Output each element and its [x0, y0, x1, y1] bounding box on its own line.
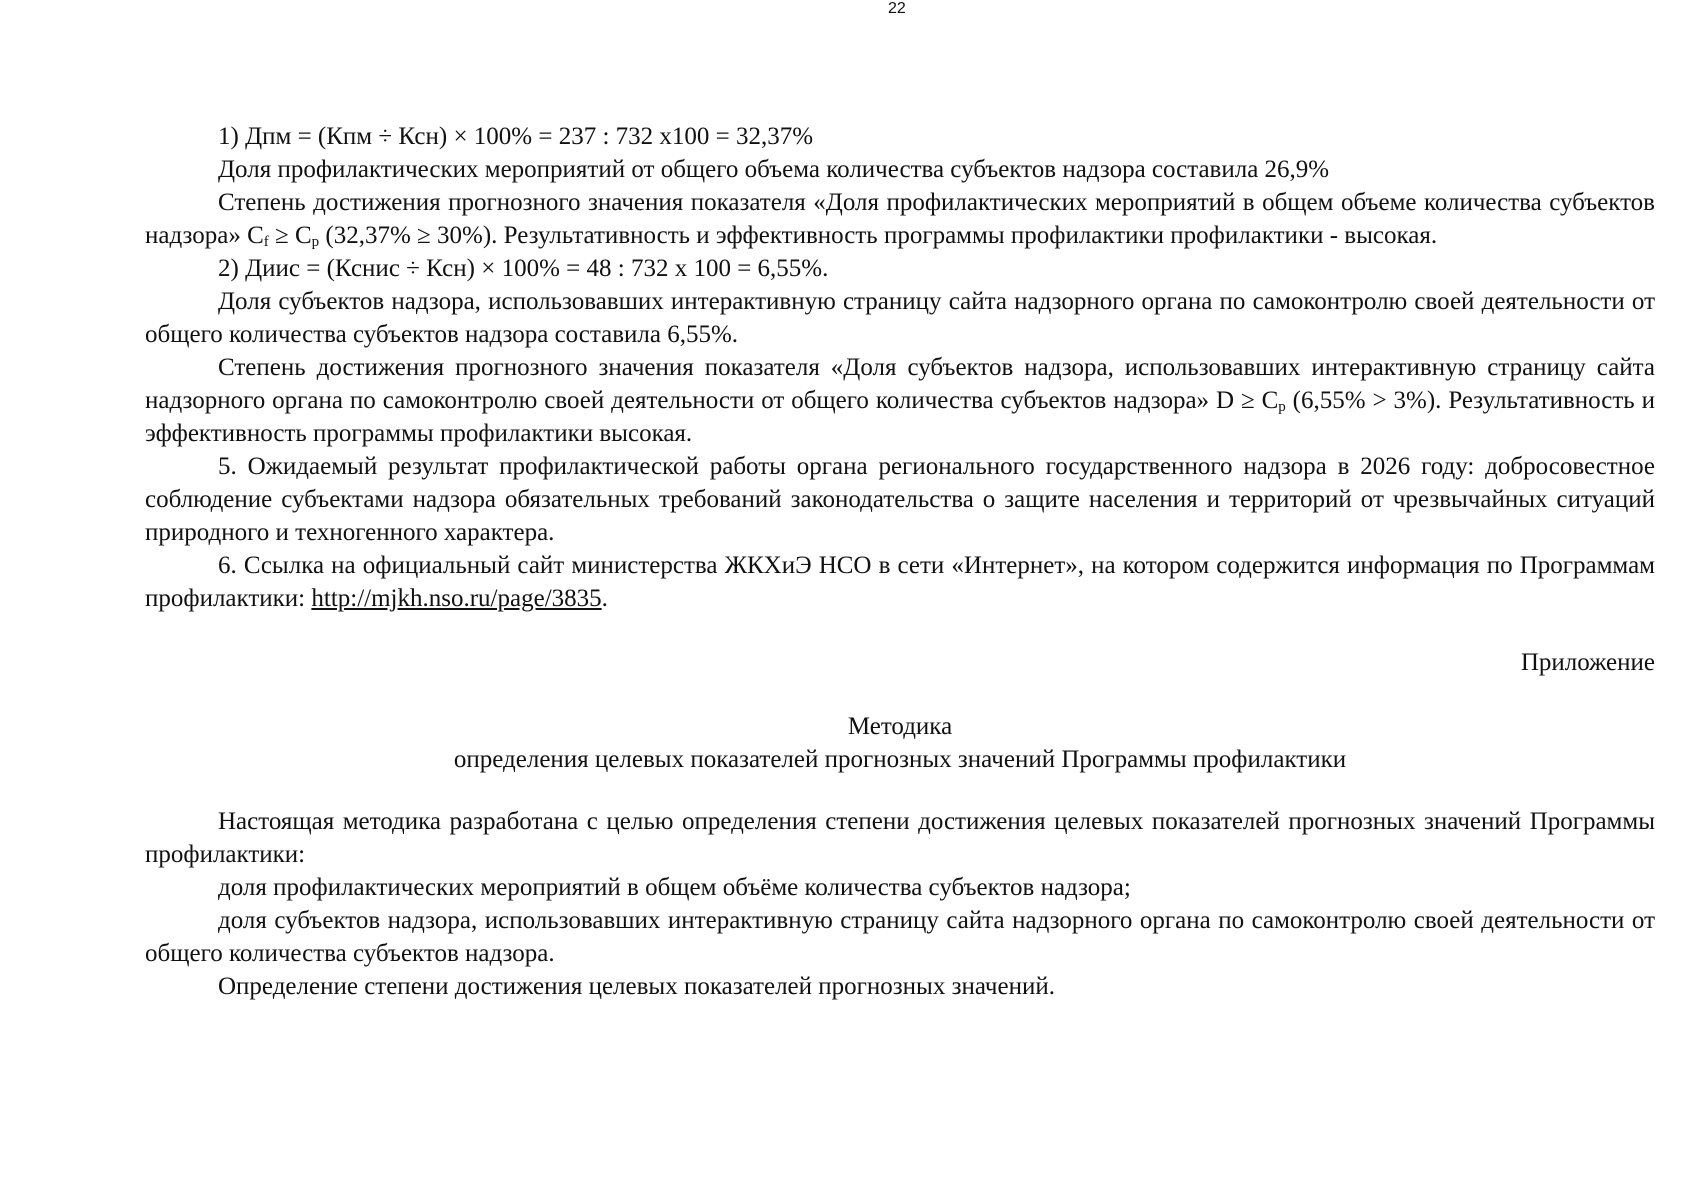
appendix-subtitle: определения целевых показателей прогнозных значений Программы профилактики [453, 746, 1347, 773]
appendix-list-item-2: доля субъектов надзора, использовавших интерактивную страницу сайта надзорного органа по самоконтролю своей деятельности от общего количества субъектов надзора. [145, 907, 1655, 967]
appendix-final-paragraph: Определение степени достижения целевых показателей прогнозных значений. [218, 973, 1055, 1000]
appendix-title: Методика [847, 713, 953, 740]
appendix-label: Приложение [1520, 649, 1655, 676]
text-fragment: Степень достижения прогнозного значения показателя «Доля субъектов надзора, использовавших интерактивную страницу сайта надзорного органа по самоконтролю своей деятельности от общего количества субъектов надзора» D ≥ C [145, 354, 1655, 414]
text-fragment: (6,55% > 3%). Результативность и эффективность программы профилактики высокая. [145, 387, 1655, 447]
text-fragment: Степень достижения прогнозного значения показателя «Доля профилактических мероприятий в общем объеме количества субъектов надзора» C [145, 189, 1655, 249]
appendix-list-item-1: доля профилактических мероприятий в общем объёме количества субъектов надзора; [218, 874, 1131, 901]
paragraph-degree-interactive [145, 351, 1655, 450]
subscript-p: p [311, 234, 320, 250]
paragraph-share-interactive: Доля субъектов надзора, использовавших интерактивную страницу сайта надзорного органа по самоконтролю своей деятельности от общего количества субъектов надзора составила 6,55%. [145, 288, 1655, 348]
paragraph-expected-result: 5. Ожидаемый результат профилактической работы органа регионального государственного надзора в 2026 году: добросовестное соблюдение субъектами надзора обязательных требований законодательства о защите населения и территорий от чрезвычайных ситуаций природного и техногенного характера. [145, 453, 1655, 546]
ministry-website-link[interactable]: http://mjkh.nso.ru/page/3835 [311, 585, 602, 612]
paragraph-degree-prevention [145, 186, 1655, 252]
appendix-intro-paragraph: Настоящая методика разработана с целью определения степени достижения целевых показателей прогнозных значений Программы профилактики: [145, 808, 1655, 868]
text-fragment: ≥ C [268, 222, 312, 249]
document-body [145, 120, 1655, 1003]
text-fragment: (32,37% ≥ 30%). Результативность и эффективность программы профилактики профилактики - высокая. [319, 222, 1438, 249]
formula-diis: 2) Диис = (Кснис ÷ Ксн) × 100% = 48 : 732 х 100 = 6,55%. [218, 255, 829, 282]
subscript-f: f [263, 234, 269, 250]
paragraph-share-prevention: Доля профилактических мероприятий от общего объема количества субъектов надзора составила 26,9% [218, 156, 1330, 183]
paragraph-website-link [145, 549, 1655, 615]
subscript-p: p [1278, 399, 1286, 415]
text-fragment: 6. Ссылка на официальный сайт министерства ЖКХиЭ НСО в сети «Интернет», на котором содержится информация по Программам профилактики: [145, 552, 1655, 612]
page-number: 22 [888, 0, 906, 17]
formula-dpm: 1) Дпм = (Кпм ÷ Ксн) × 100% = 237 : 732 х100 = 32,37% [218, 123, 814, 150]
text-fragment: . [601, 585, 608, 612]
